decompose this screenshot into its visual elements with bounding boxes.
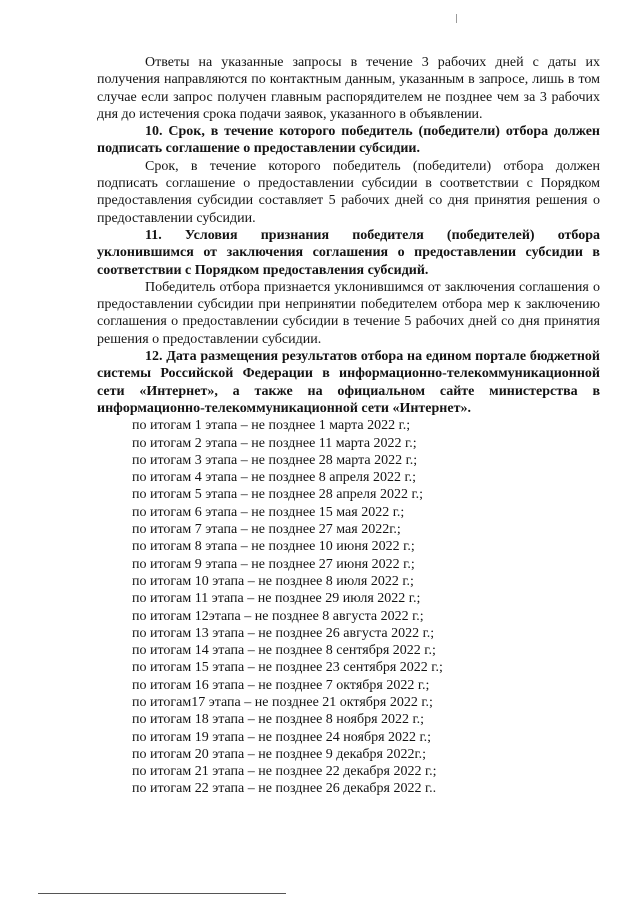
paragraph-answers: Ответы на указанные запросы в течение 3 рабочих дней с даты их получения направляются по контактным данным, указанным в запросе, лишь в том случае если запрос получен главным распорядителем не позднее чем за 3 рабочих дня до истечения срока подачи заявок, указанного в объявлении. — [97, 55, 600, 122]
list-item: по итогам 8 этапа – не позднее 10 июня 2022 г.; — [132, 539, 415, 555]
list-item: по итогам 11 этапа – не позднее 29 июля 2022 г.; — [132, 591, 421, 607]
list-item: по итогам 9 этапа – не позднее 27 июня 2022 г.; — [132, 556, 415, 572]
list-item: по итогам 7 этапа – не позднее 27 мая 2022г.; — [132, 522, 401, 538]
list-item: по итогам 10 этапа – не позднее 8 июля 2022 г.; — [132, 573, 414, 589]
list-item: по итогам 4 этапа – не позднее 8 апреля 2022 г.; — [132, 470, 416, 486]
document-body — [97, 54, 600, 798]
list-item: по итогам 2 этапа – не позднее 11 марта 2022 г.; — [132, 435, 417, 451]
section-12-heading: 12. Дата размещения результатов отбора на едином портале бюджетной системы Российской Федерации в информационно-телекоммуникационной сети «Интернет», а также на официальном сайте министерства в информационно-телекоммуникационной сети «Интернет». — [97, 349, 600, 416]
list-item: по итогам 15 этапа – не позднее 23 сентября 2022 г.; — [132, 660, 443, 676]
list-item: по итогам 12этапа – не позднее 8 августа 2022 г.; — [132, 608, 424, 624]
list-item: по итогам 16 этапа – не позднее 7 октября 2022 г.; — [132, 677, 430, 693]
list-item: по итогам 1 этапа – не позднее 1 марта 2022 г.; — [132, 418, 411, 434]
footer-rule — [38, 893, 286, 894]
list-item: по итогам 6 этапа – не позднее 15 мая 2022 г.; — [132, 504, 405, 520]
list-item: по итогам 20 этапа – не позднее 9 декабря 2022г.; — [132, 746, 427, 762]
list-item: по итогам 13 этапа – не позднее 26 августа 2022 г.; — [132, 625, 435, 641]
list-item: по итогам 21 этапа – не позднее 22 декабря 2022 г.; — [132, 764, 437, 780]
list-item: по итогам 19 этапа – не позднее 24 ноября 2022 г.; — [132, 729, 432, 745]
list-item: по итогам17 этапа – не позднее 21 октября 2022 г.; — [132, 694, 433, 710]
list-item: по итогам 14 этапа – не позднее 8 сентября 2022 г.; — [132, 643, 436, 659]
section-11-heading: 11. Условия признания победителя (победителей) отбора уклонившимся от заключения соглашения о предоставлении субсидии в соответствии с Порядком предоставления субсидий. — [97, 227, 600, 278]
results-schedule-list — [97, 417, 600, 798]
paragraph-signing-term: Срок, в течение которого победитель (победители) отбора должен подписать соглашение о предоставлении субсидии в соответствии с Порядком предоставления субсидии составляет 5 рабочих дней со дня принятия решения о предоставлении субсидии. — [97, 158, 600, 226]
list-item: по итогам 3 этапа – не позднее 28 марта 2022 г.; — [132, 452, 418, 468]
scan-mark — [456, 14, 457, 23]
list-item: по итогам 18 этапа – не позднее 8 ноября 2022 г.; — [132, 712, 425, 728]
list-item: по итогам 22 этапа – не позднее 26 декабря 2022 г.. — [132, 781, 437, 797]
paragraph-evasion-condition: Победитель отбора признается уклонившимся от заключения соглашения о предоставлении субсидии при непринятии победителем отбора мер к заключению соглашения о предоставлении субсидии в течение 5 рабочих дней со дня принятия решения о предоставлении субсидии. — [97, 279, 600, 347]
section-10-heading: 10. Срок, в течение которого победитель (победители) отбора должен подписать соглашение о предоставлении субсидии. — [97, 124, 600, 157]
list-item: по итогам 5 этапа – не позднее 28 апреля 2022 г.; — [132, 487, 423, 503]
